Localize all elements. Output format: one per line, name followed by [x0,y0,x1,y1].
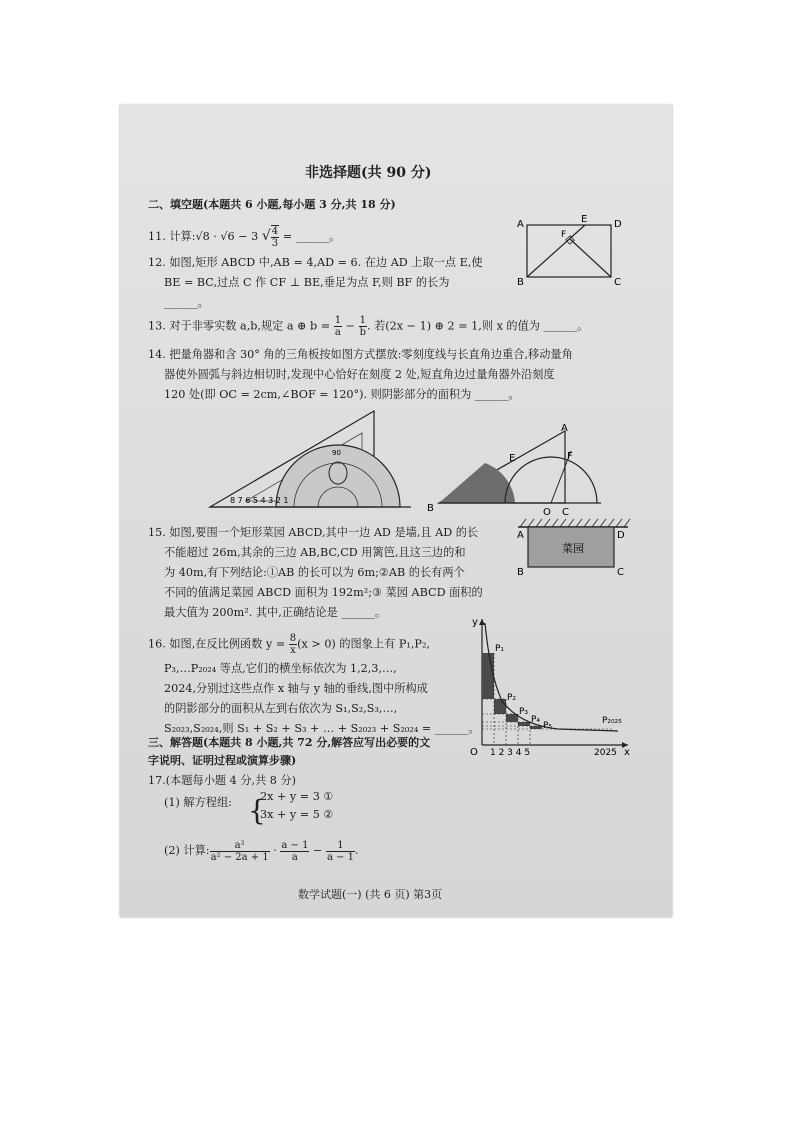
question-15-line-1: 15. 如图,要围一个矩形菜园 ABCD,其中一边 AD 是墙,且 AD 的长 [148,526,479,539]
question-16-line-3: 2024,分别过这些点作 x 轴与 y 轴的垂线,图中所构成 [164,682,428,695]
fig16-axis-x: x [624,747,630,755]
fig14-protractor-90: 90 [332,449,341,457]
q13-frac-2 [359,315,367,338]
q17-f2-num: a − 1 [281,839,309,851]
figure-rectangle-abcd [515,213,625,288]
fig15-label-d: D [617,530,625,541]
fig12-label-f: F [561,230,567,240]
q17-f3-den: a − 1 [326,851,354,863]
question-16-line-4: 的阴影部分的面积从左到右依次为 S₁,S₂,S₃,…, [164,702,398,715]
q11-fraction [271,225,279,249]
fig14-label-o: O [543,507,551,517]
question-16-line-2: P₃,…P₂₀₂₄ 等点,它们的横坐标依次为 1,2,3,…, [164,662,397,675]
fig12-label-d: D [614,219,622,230]
q17-frac-1 [210,840,270,863]
exam-paper [120,105,672,917]
fig15-label-c: C [617,567,624,578]
question-17-part-1 [164,793,232,813]
q17-p2-label: (2) 计算: [164,844,210,857]
q11-num: 4 [271,226,279,237]
q17-equation-2: 3x + y = 5 ② [260,808,334,821]
fig16-p3: P₃ [519,707,529,717]
question-16-line-5: S₂₀₂₃,S₂₀₂₄,则 S₁ + S₂ + S₃ + … + S₂₀₂₃ + S₂₀₂₄ = ______。 [164,722,480,735]
fig14-label-c: C [562,507,569,517]
figure-reciprocal-graph [468,615,634,755]
q17-frac-3 [326,840,355,863]
fig16-x-2025: 2025 [594,748,617,755]
q16-suffix: (x > 0) 的图象上有 P₁,P₂, [297,637,430,651]
question-15-line-4: 不同的值满足菜园 ABCD 面积为 192m²;③ 菜园 ABCD 面积的 [164,586,483,599]
q16-den: x [290,645,296,656]
q17-equation-1: 2x + y = 3 ① [260,790,334,803]
figure-vegetable-garden [514,515,634,581]
q17-f2-den: a [291,851,298,863]
q17-f1-den: a² − 2a + 1 [210,851,269,863]
fig12-label-c: C [614,277,621,288]
fig16-p1: P₁ [495,644,505,654]
question-17-heading: 17.(本题每小题 4 分,共 8 分) [148,774,297,787]
question-11: 11. 计算:√8 · √6 − 3 √ $\frac{4}{3}$ = ______。 [148,226,341,249]
q13-minus: − [342,319,359,333]
fig16-x-ticks: 1 2 3 4 5 [490,748,531,755]
question-12-line-1: 12. 如图,矩形 ABCD 中,AB = 4,AD = 6. 在边 AD 上取一点 E,使 [148,256,483,269]
fig16-p4: P₄ [531,715,541,725]
q11-den: 3 [271,238,279,249]
question-17-part-2 [164,837,359,865]
q13-f2-den: b [359,327,366,338]
q13-suffix: . 若(2x − 1) ⊕ 2 = 1,则 x 的值为 ______。 [367,319,589,333]
question-13 [148,315,588,338]
q11-prefix: 11. 计算:√8 · √6 − 3 [148,230,259,243]
section-heading-solutions-2: 字说明、证明过程或演算步骤) [148,754,297,767]
garden-label: 菜园 [562,542,584,555]
fig14-label-e: E [509,453,516,464]
question-14-line-3: 120 处(即 OC = 2cm,∠BOF = 120°). 则阴影部分的面积为 ______。 [164,388,520,401]
q17-f3-num: 1 [326,840,355,852]
question-12-line-3: ______。 [164,296,209,309]
fig12-label-e: E [581,214,588,225]
q17-minus: − [309,844,326,857]
question-15-line-3: 为 40m,有下列结论:①AB 的长可以为 6m;②AB 的长有两个 [164,566,465,579]
section-heading-fill-in: 二、填空题(本题共 6 小题,每小题 3 分,共 18 分) [148,198,396,211]
question-14-line-1: 14. 把量角器和含 30° 角的三角板按如图方式摆放:零刻度线与长直角边重合,移动量角 [148,348,573,361]
question-15-line-2: 不能超过 26m,其余的三边 AB,BC,CD 用篱笆,且这三边的和 [164,546,466,559]
q17-end: . [355,844,359,857]
fig14-label-f: F [567,451,573,462]
q13-prefix: 13. 对于非零实数 a,b,规定 a ⊕ b = [148,319,334,333]
fig16-origin: O [470,747,478,755]
fig16-axis-y: y [472,617,478,628]
q17-frac-2 [280,840,309,863]
q16-fraction [289,633,297,656]
q16-num: 8 [289,633,297,644]
q17-dot: · [269,844,281,857]
question-15-line-5: 最大值为 200m². 其中,正确结论是 ______。 [164,606,387,619]
q13-f2-num: 1 [359,315,366,326]
fig14-ruler-scale: 8 7 6 5 4 3 2 1 [230,496,289,505]
question-16-line-1 [148,633,430,656]
q17-system-brace: { [248,794,266,827]
fig12-label-b: B [517,277,524,288]
fig14-label-a: A [561,423,568,434]
fig16-p2025: P₂₀₂₅ [602,716,622,726]
question-12-line-2: BE = BC,过点 C 作 CF ⊥ BE,垂足为点 F,则 BF 的长为 [164,276,450,289]
question-14-line-2: 器使外圆弧与斜边相切时,发现中心恰好在刻度 2 处,短直角边过量角器外沿刻度 [164,368,555,381]
q13-f1-num: 1 [334,315,342,326]
fig15-label-b: B [517,567,524,578]
fig16-p5: P₅ [543,721,553,731]
q11-suffix: = ______。 [282,230,341,243]
q16-prefix: 16. 如图,在反比例函数 y = [148,637,289,651]
fig12-label-a: A [517,219,524,230]
fig14-label-b: B [427,503,434,514]
q13-frac-1 [334,315,342,338]
q13-f1-den: a [334,327,341,338]
q17-p1-label: (1) 解方程组: [164,796,232,809]
figure-protractor-triangle [206,405,421,515]
page-title: 非选择题(共 90 分) [305,165,432,181]
fig16-p2: P₂ [507,693,517,703]
section-heading-solutions-1: 三、解答题(本题共 8 小题,共 72 分,解答应写出必要的文 [148,736,431,749]
page-footer: 数学试题(一) (共 6 页) 第3页 [298,888,443,901]
figure-tangent-semicircle [425,421,605,517]
q17-f1-num: a² [210,840,270,852]
fig15-label-a: A [517,530,524,541]
